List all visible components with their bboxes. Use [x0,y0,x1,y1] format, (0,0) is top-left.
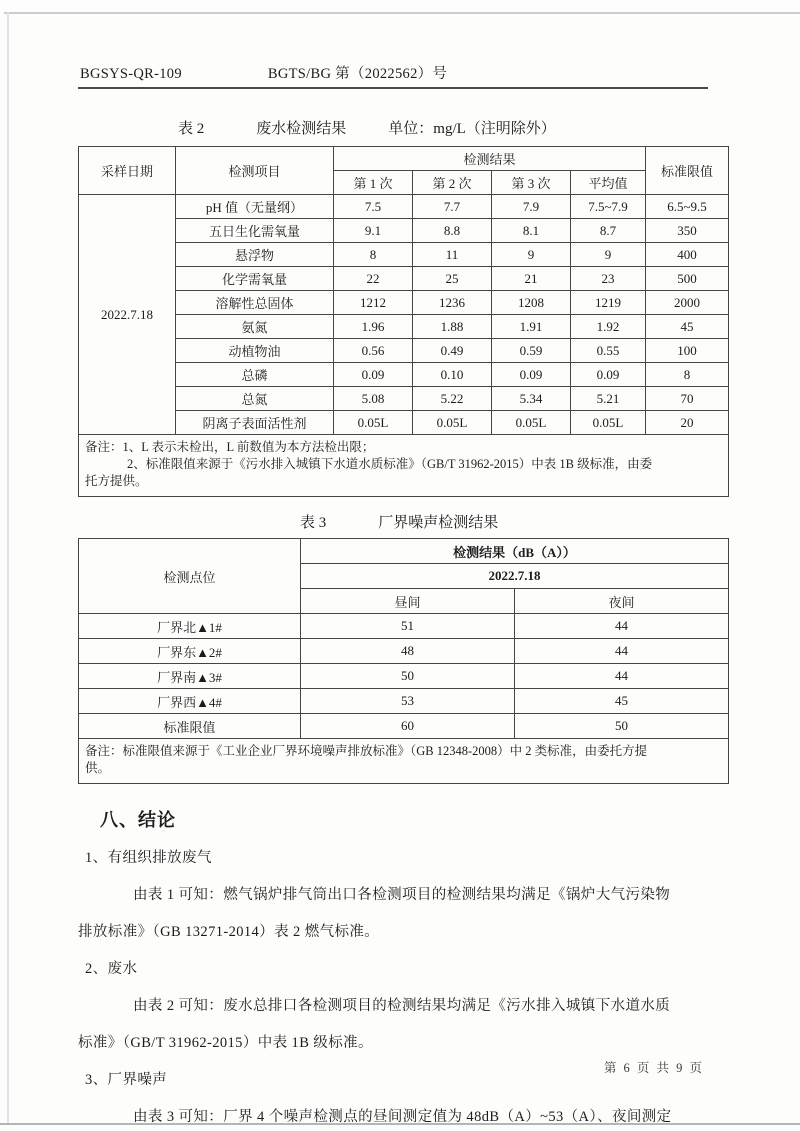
table2-title: 废水检测结果 [256,121,347,137]
table-row [79,267,729,291]
col-header-night: 夜间 [515,589,729,614]
night-value-cell: 50 [515,714,729,739]
scan-edge-left [7,12,9,1124]
item-cell: 五日生化需氧量 [176,219,334,243]
value-cell: 9 [571,243,646,267]
day-value-cell: 50 [301,664,515,689]
night-value-cell: 44 [515,639,729,664]
noise-results-table [78,538,729,784]
table3-note [79,739,729,784]
page-number: 第 6 页 共 9 页 [603,1061,704,1075]
table-row [79,339,729,363]
value-cell: 0.09 [571,363,646,387]
value-cell: 0.09 [492,363,571,387]
value-cell: 23 [571,267,646,291]
value-cell: 0.05L [571,411,646,435]
point-cell: 厂界西▲4# [79,689,301,714]
value-cell: 9.1 [334,219,413,243]
value-cell: 8 [334,243,413,267]
value-cell: 9 [492,243,571,267]
value-cell: 0.10 [413,363,492,387]
value-cell: 0.49 [413,339,492,363]
table3-label: 表 3 [300,515,327,531]
value-cell: 0.05L [334,411,413,435]
table-note-row [79,435,729,497]
table-row [79,387,729,411]
conclusion-item-3-title: 3、厂界噪声 [85,1072,168,1088]
day-value-cell: 51 [301,614,515,639]
table-row [79,243,729,267]
value-cell: 7.9 [492,195,571,219]
table-row [79,714,729,739]
table3-caption [78,511,708,532]
table-row [79,614,729,639]
col-header-result-group: 检测结果 [334,147,646,171]
col-header-sample-date: 采样日期 [79,147,176,195]
point-cell: 厂界南▲3# [79,664,301,689]
value-cell: 0.56 [334,339,413,363]
value-cell: 7.7 [413,195,492,219]
value-cell: 1219 [571,291,646,315]
table-row [79,639,729,664]
note-line: 托方提供。 [85,474,148,488]
conclusion-item-3-text: 由表 3 可知：厂界 4 个噪声检测点的昼间测定值为 48dB（A）~53（A）、夜间测定 [133,1109,672,1125]
page-content [78,0,714,1131]
table2-unit: 单位：mg/L（注明除外） [388,121,556,137]
value-cell: 5.21 [571,387,646,411]
limit-cell: 45 [646,315,729,339]
value-cell: 5.22 [413,387,492,411]
report-number: BGTS/BG 第（2022562）号 [267,66,448,82]
conclusion-heading: 八、结论 [100,810,176,830]
limit-cell: 8 [646,363,729,387]
item-cell: pH 值（无量纲） [176,195,334,219]
limit-cell: 350 [646,219,729,243]
limit-cell: 2000 [646,291,729,315]
col-header-item: 检测项目 [176,147,334,195]
limit-cell: 6.5~9.5 [646,195,729,219]
value-cell: 1212 [334,291,413,315]
conclusion-section [78,806,708,1127]
item-cell: 溶解性总固体 [176,291,334,315]
point-cell: 标准限值 [79,714,301,739]
value-cell: 0.09 [334,363,413,387]
table-row [79,664,729,689]
table2-label: 表 2 [178,121,205,137]
limit-cell: 500 [646,267,729,291]
limit-cell: 100 [646,339,729,363]
night-value-cell: 44 [515,664,729,689]
value-cell: 21 [492,267,571,291]
col-header-run3: 第 3 次 [492,171,571,195]
value-cell: 1.91 [492,315,571,339]
value-cell: 11 [413,243,492,267]
value-cell: 8.7 [571,219,646,243]
value-cell: 7.5 [334,195,413,219]
value-cell: 0.55 [571,339,646,363]
table-row [79,689,729,714]
table2-caption [78,117,708,138]
night-value-cell: 45 [515,689,729,714]
value-cell: 5.34 [492,387,571,411]
point-cell: 厂界北▲1# [79,614,301,639]
value-cell: 25 [413,267,492,291]
table-row [79,291,729,315]
col-header-date: 2022.7.18 [301,564,729,589]
note-line: 供。 [85,761,111,775]
limit-cell: 20 [646,411,729,435]
col-header-run1: 第 1 次 [334,171,413,195]
sample-date-cell: 2022.7.18 [79,195,176,435]
conclusion-item-2-text-cont: 标准》（GB/T 31962-2015）中表 1B 级标准。 [78,1035,373,1051]
night-value-cell: 44 [515,614,729,639]
value-cell: 0.05L [413,411,492,435]
limit-cell: 400 [646,243,729,267]
value-cell: 8.8 [413,219,492,243]
day-value-cell: 53 [301,689,515,714]
item-cell: 化学需氧量 [176,267,334,291]
value-cell: 7.5~7.9 [571,195,646,219]
value-cell: 1.88 [413,315,492,339]
note-line: 备注：1、L 表示未检出，L 前数值为本方法检出限； [85,440,375,454]
value-cell: 0.05L [492,411,571,435]
conclusion-item-1-text-cont: 排放标准》（GB 13271-2014）表 2 燃气标准。 [78,924,380,940]
col-header-day: 昼间 [301,589,515,614]
value-cell: 1.96 [334,315,413,339]
table-row [79,315,729,339]
table3-title: 厂界噪声检测结果 [378,515,499,531]
limit-cell: 70 [646,387,729,411]
value-cell: 8.1 [492,219,571,243]
value-cell: 1236 [413,291,492,315]
value-cell: 1.92 [571,315,646,339]
table-row [79,195,729,219]
point-cell: 厂界东▲2# [79,639,301,664]
table-row [79,219,729,243]
value-cell: 0.59 [492,339,571,363]
conclusion-item-1-title: 1、有组织排放废气 [85,850,212,866]
wastewater-results-table [78,146,729,497]
table-note-row [79,739,729,784]
col-header-run2: 第 2 次 [413,171,492,195]
conclusion-item-2-text: 由表 2 可知：废水总排口各检测项目的检测结果均满足《污水排入城镇下水道水质 [133,998,671,1014]
item-cell: 氨氮 [176,315,334,339]
item-cell: 悬浮物 [176,243,334,267]
table-row [79,411,729,435]
doc-code: BGSYS-QR-109 [80,66,182,82]
col-header-result-group: 检测结果（dB（A）） [301,539,729,564]
table-row [79,363,729,387]
day-value-cell: 60 [301,714,515,739]
col-header-point: 检测点位 [79,539,301,614]
value-cell: 22 [334,267,413,291]
value-cell: 5.08 [334,387,413,411]
item-cell: 总磷 [176,363,334,387]
item-cell: 总氮 [176,387,334,411]
document-header [78,62,708,89]
value-cell: 1208 [492,291,571,315]
col-header-avg: 平均值 [571,171,646,195]
day-value-cell: 48 [301,639,515,664]
conclusion-item-1-text: 由表 1 可知：燃气锅炉排气筒出口各检测项目的检测结果均满足《锅炉大气污染物 [133,887,671,903]
conclusion-item-2-title: 2、废水 [85,961,138,977]
note-line: 备注：标准限值来源于《工业企业厂界环境噪声排放标准》（GB 12348-2008）中 2 类标准，由委托方提 [85,744,648,758]
item-cell: 阴离子表面活性剂 [176,411,334,435]
note-line: 2、标准限值来源于《污水排入城镇下水道水质标准》（GB/T 31962-2015）中表 1B 级标准，由委 [127,457,653,471]
item-cell: 动植物油 [176,339,334,363]
table2-note [79,435,729,497]
col-header-limit: 标准限值 [646,147,729,195]
